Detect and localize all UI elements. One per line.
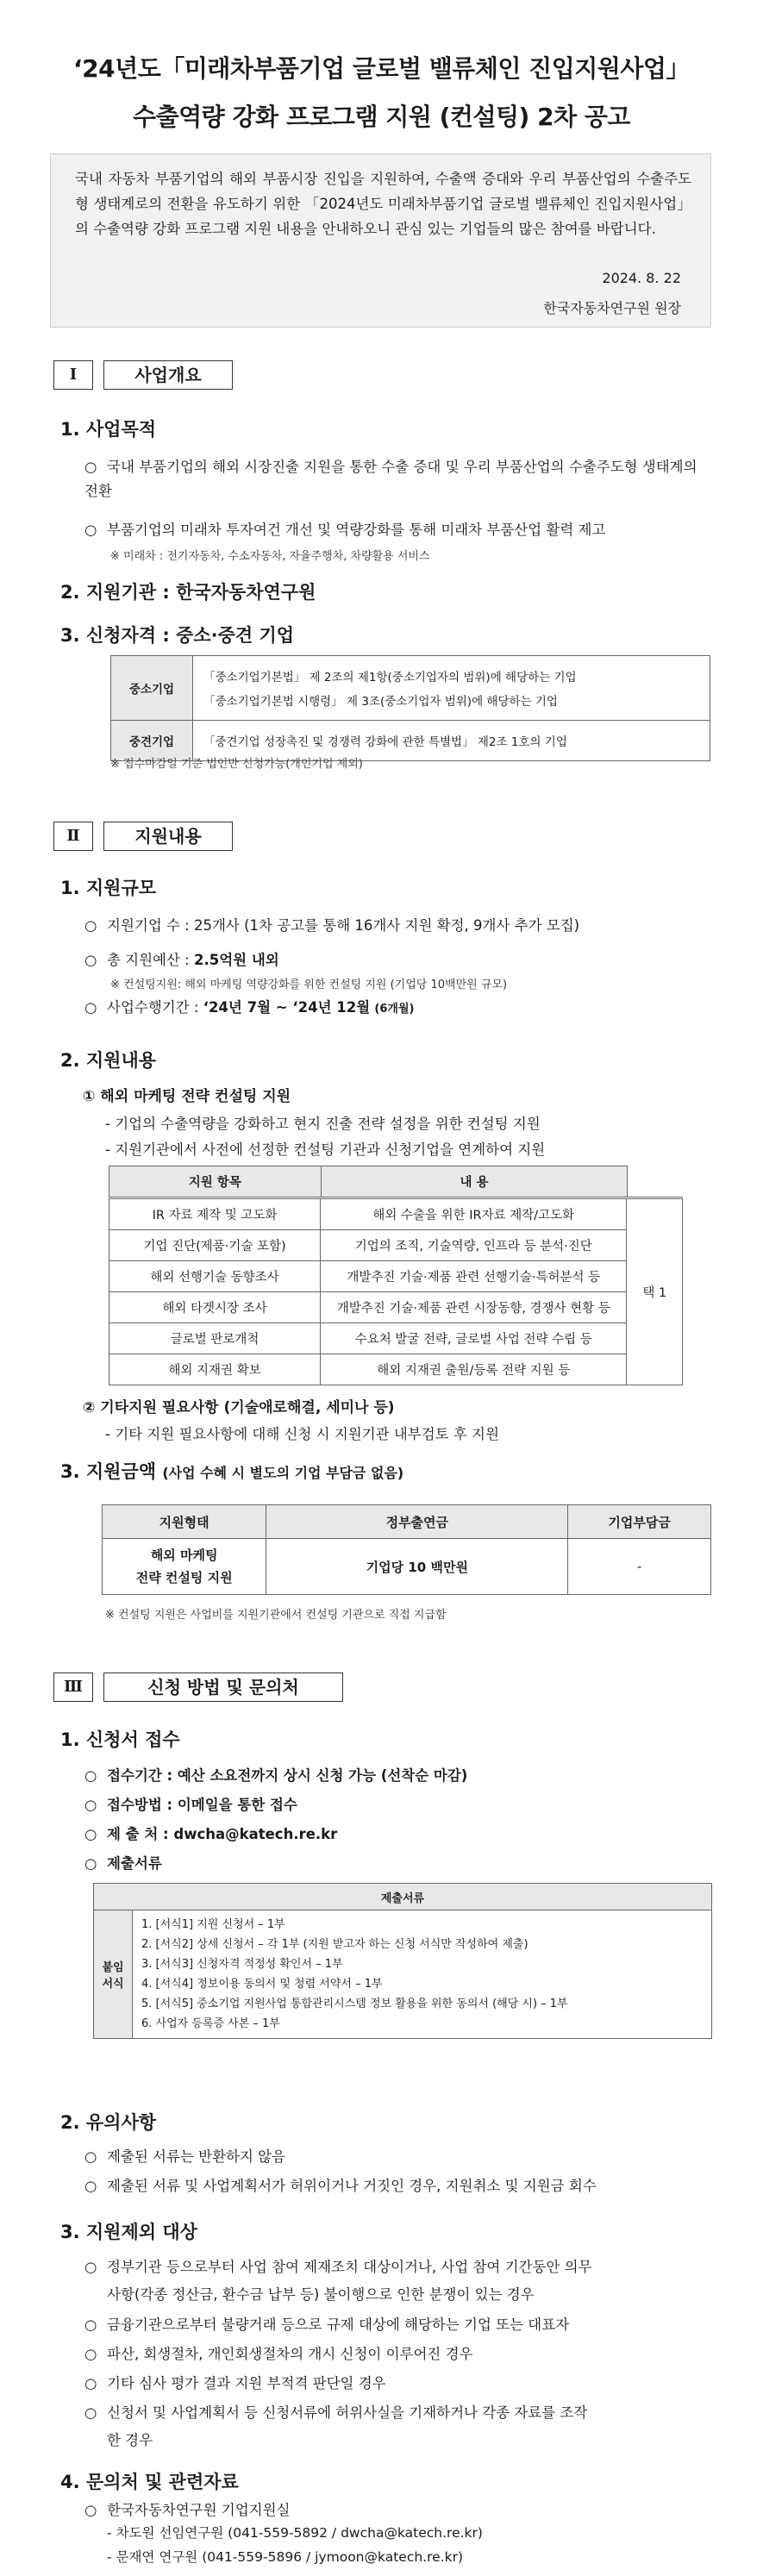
list-item: ○ 한국자동차연구원 기업지원실: [84, 2498, 290, 2523]
table-cell: 글로벌 판로개척: [109, 1323, 321, 1354]
subheading-eligibility: 3. 신청자격 : 중소·중견 기업: [60, 625, 295, 646]
circle-bullet-icon: ○: [84, 999, 97, 1016]
subheading-purpose: 1. 사업목적: [60, 419, 157, 440]
list-item: ○ 제출된 서류 및 사업계획서가 허위이거나 거짓인 경우, 지원취소 및 지원금 회수: [84, 2174, 597, 2198]
support-item-2: ② 기타지원 필요사항 (기술애로해결, 세미나 등): [83, 1399, 395, 1416]
table-cell: 해외 지재권 확보: [109, 1354, 321, 1385]
table-cell-choice: 택 1: [627, 1199, 683, 1385]
section-title: 지원내용: [103, 822, 233, 851]
table-header-cell: 제출서류: [94, 1884, 712, 1910]
contact-person: - 차도원 선임연구원 (041-559-5892 / dwcha@katech.re.kr): [107, 2525, 483, 2541]
table-cell: 「중견기업 성장촉진 및 경쟁력 강화에 관한 특별법」 제2조 1호의 기업: [193, 721, 710, 761]
subheading-amount: 3. 지원금액 (사업 수혜 시 별도의 기업 부담금 없음): [60, 1461, 404, 1482]
list-item: ○ 금융기관으로부터 불량거래 등으로 규제 대상에 해당하는 기업 또는 대표자: [84, 2313, 569, 2337]
table-cell: [133, 1910, 712, 2039]
table-cell: 붙임 서식: [94, 1910, 133, 2039]
table-cell: 개발추진 기술·제품 관련 선행기술·특허분석 등: [321, 1261, 627, 1292]
circle-bullet-icon: ○: [84, 2375, 97, 2392]
section-title: 신청 방법 및 문의처: [103, 1673, 343, 1702]
section-number: Ⅲ: [53, 1673, 93, 1702]
table-cell: 해외 지재권 출원/등록 전략 지원 등: [321, 1354, 627, 1385]
support-items-table: [109, 1198, 683, 1385]
circle-bullet-icon: ○: [84, 2502, 97, 2518]
support-items-table-head: [109, 1166, 683, 1197]
list-item: ○ 제출된 서류는 반환하지 않음: [84, 2145, 285, 2169]
announcing-org: 한국자동차연구원 원장: [543, 300, 681, 316]
list-item: ○ 제 출 처 : dwcha@katech.re.kr: [84, 1823, 337, 1847]
page-title-line2: 수출역량 강화 프로그램 지원 (컨설팅) 2차 공고: [133, 103, 630, 131]
table-cell: 개발추진 기술·제품 관련 시장동향, 경쟁사 현황 등: [321, 1292, 627, 1323]
note: ※ 컨설팅 지원은 사업비를 지원기관에서 컨설팅 기관으로 직접 지급함: [105, 1609, 447, 1622]
support-item-2-desc: - 기타 지원 필요사항에 대해 신청 시 지원기관 내부검토 후 지원: [105, 1426, 499, 1442]
table-row: [109, 1199, 683, 1230]
table-cell: 중견기업: [111, 721, 193, 761]
circle-bullet-icon: ○: [84, 1767, 97, 1784]
table-header-cell: 지원형태: [103, 1505, 266, 1539]
table-cell: 중소기업: [111, 656, 193, 721]
circle-bullet-icon: ○: [84, 1855, 97, 1872]
list-item-continued: 사항(각종 정산금, 환수금 납부 등) 불이행으로 인한 분쟁이 있는 경우: [107, 2286, 535, 2303]
table-row: [109, 1292, 683, 1323]
circle-bullet-icon: ○: [84, 2346, 97, 2362]
list-item: ○ 총 지원예산 : 2.5억원 내외: [84, 948, 279, 972]
support-item-1-desc: - 기업의 수출역량을 강화하고 현지 진출 전략 설정을 위한 컨설팅 지원: [105, 1116, 541, 1132]
circle-bullet-icon: ○: [84, 952, 97, 968]
intro-text: 국내 자동차 부품기업의 해외 부품시장 진입을 지원하여, 수출액 증대와 우리 부품산업의 수출주도형 생태계로의 전환을 유도하기 위한 「2024년도 미래차부품기업 글로벌 밸류체인 진입지원사업」의 수출역량 강화 프로그램 지원 내용을 안내하오니 관심 있는 기업들의 많은 참여를 바랍니다.: [75, 171, 691, 237]
table-cell: 기업의 조직, 기술역량, 인프라 등 분석·진단: [321, 1230, 627, 1261]
intro-box: [50, 153, 711, 328]
subheading-agency: 2. 지원기관 : 한국자동차연구원: [60, 582, 316, 603]
announcement-date: 2024. 8. 22: [602, 270, 681, 286]
table-cell: 기업 진단(제품·기술 포함): [109, 1230, 321, 1261]
table-row: [103, 1505, 711, 1539]
table-cell: -: [568, 1539, 711, 1595]
table-cell: 수요처 발굴 전략, 글로벌 사업 전략 수립 등: [321, 1323, 627, 1354]
list-item: 3. [서식3] 신청자격 적정성 확인서 – 1부: [141, 1958, 343, 1971]
list-item: ○ 파산, 회생절차, 개인회생절차의 개시 신청이 이루어진 경우: [84, 2342, 473, 2367]
circle-bullet-icon: ○: [84, 917, 97, 934]
subheading-exclusion: 3. 지원제외 대상: [60, 2222, 197, 2242]
table-header-cell: 기업부담금: [568, 1505, 711, 1539]
table-row: [94, 1910, 712, 2039]
section-number: Ⅰ: [53, 360, 93, 390]
list-item: ○ 기타 심사 평가 결과 지원 부적격 판단일 경우: [84, 2372, 386, 2396]
contact-person: - 문재연 연구원 (041-559-5896 / jymoon@katech.re.kr): [107, 2549, 463, 2565]
table-cell: 기업당 10 백만원: [266, 1539, 568, 1595]
list-item: 1. [서식1] 지원 신청서 – 1부: [141, 1918, 285, 1931]
list-item: ○ 지원기업 수 : 25개사 (1차 공고를 통해 16개사 지원 확정, 9개사 추가 모집): [84, 914, 579, 938]
table-cell: 해외 마케팅 전략 컨설팅 지원: [103, 1539, 266, 1595]
list-item: ○ 제출서류: [84, 1852, 162, 1876]
table-row: [94, 1884, 712, 1910]
eligibility-table: [110, 655, 710, 761]
list-item-continued: 한 경우: [107, 2432, 153, 2448]
section-title: 사업개요: [103, 360, 233, 390]
list-item: ○ 정부기관 등으로부터 사업 참여 제재조치 대상이거나, 사업 참여 기간동안 의무: [84, 2255, 592, 2279]
circle-bullet-icon: ○: [84, 2178, 97, 2194]
list-item: 4. [서식4] 정보이용 동의서 및 청렴 서약서 – 1부: [141, 1978, 383, 1991]
table-cell: 해외 타겟시장 조사: [109, 1292, 321, 1323]
circle-bullet-icon: ○: [84, 2259, 97, 2275]
circle-bullet-icon: ○: [84, 2148, 97, 2165]
list-item: ○ 접수방법 : 이메일을 통한 접수: [84, 1793, 297, 1817]
subheading-content: 2. 지원내용: [60, 1050, 157, 1071]
subheading-application: 1. 신청서 접수: [60, 1729, 180, 1750]
documents-table: [93, 1883, 712, 2039]
table-header-cell: 내 용: [321, 1166, 628, 1197]
circle-bullet-icon: ○: [84, 2404, 97, 2421]
table-cell: 해외 수출을 위한 IR자료 제작/고도화: [321, 1199, 627, 1230]
table-row: [103, 1539, 711, 1595]
table-cell: IR 자료 제작 및 고도화: [109, 1199, 321, 1230]
list-item: ○ 신청서 및 사업계획서 등 신청서류에 허위사실을 기재하거나 각종 자료를 조작: [84, 2401, 587, 2425]
note: ※ 미래차 : 전기자동차, 수소자동차, 자율주행차, 차량활용 서비스: [110, 550, 430, 563]
table-row: [109, 1323, 683, 1354]
page-title-line1: ‘24년도「미래차부품기업 글로벌 밸류체인 진입지원사업」: [73, 54, 690, 83]
note: ※ 접수마감일 기준 법인만 신청가능(개인기업 제외): [110, 758, 363, 771]
circle-bullet-icon: ○: [84, 522, 97, 538]
circle-bullet-icon: ○: [84, 459, 97, 475]
section-number: Ⅱ: [53, 822, 93, 851]
table-row: [111, 656, 710, 721]
list-item: ○ 국내 부품기업의 해외 시장진출 지원을 통한 수출 증대 및 우리 부품산업의 수출주도형 생태계의 전환: [84, 455, 714, 503]
support-item-1-desc: - 지원기관에서 사전에 선정한 컨설팅 기관과 신청기업을 연계하여 지원: [105, 1141, 546, 1158]
list-item: 5. [서식5] 중소기업 지원사업 통합관리시스템 정보 활용을 위한 동의서 (해당 시) – 1부: [141, 1998, 568, 2010]
support-item-1: ① 해외 마케팅 전략 컨설팅 지원: [83, 1088, 291, 1105]
table-cell: 해외 선행기술 동향조사: [109, 1261, 321, 1292]
table-row: [109, 1261, 683, 1292]
list-item: 6. 사업자 등록증 사본 – 1부: [141, 2017, 280, 2030]
table-row: [109, 1166, 684, 1197]
circle-bullet-icon: ○: [84, 1797, 97, 1813]
table-header-cell: 정부출연금: [266, 1505, 568, 1539]
list-item: ○ 부품기업의 미래차 투자여건 개선 및 역량강화를 통해 미래차 부품산업 활력 제고: [84, 518, 714, 542]
list-item: ○ 사업수행기간 : ‘24년 7월 ~ ‘24년 12월 (6개월): [84, 996, 414, 1022]
table-cell: 「중소기업기본법」 제 2조의 제1항(중소기업자의 범위)에 해당하는 기업 「중소기업기본법 시행령」 제 3조(중소기업자 범위)에 해당하는 기업: [193, 656, 710, 721]
subheading-contact: 4. 문의처 및 관련자료: [60, 2472, 239, 2492]
table-row: [109, 1354, 683, 1385]
table-header-cell: 지원 항목: [109, 1166, 322, 1197]
list-item: ○ 접수기간 : 예산 소요전까지 상시 신청 가능 (선착순 마감): [84, 1764, 467, 1788]
funding-table: [102, 1504, 711, 1595]
subheading-notice: 2. 유의사항: [60, 2112, 157, 2133]
list-item: 2. [서식2] 상세 신청서 – 각 1부 (지원 받고자 하는 신청 서식만 작성하여 제출): [141, 1938, 528, 1951]
subheading-scale: 1. 지원규모: [60, 878, 157, 898]
table-row: [109, 1230, 683, 1261]
circle-bullet-icon: ○: [84, 1826, 97, 1842]
note: ※ 컨설팅지원: 해외 마케팅 역량강화를 위한 컨설팅 지원 (기업당 10백만원 규모): [110, 979, 508, 991]
circle-bullet-icon: ○: [84, 2317, 97, 2333]
